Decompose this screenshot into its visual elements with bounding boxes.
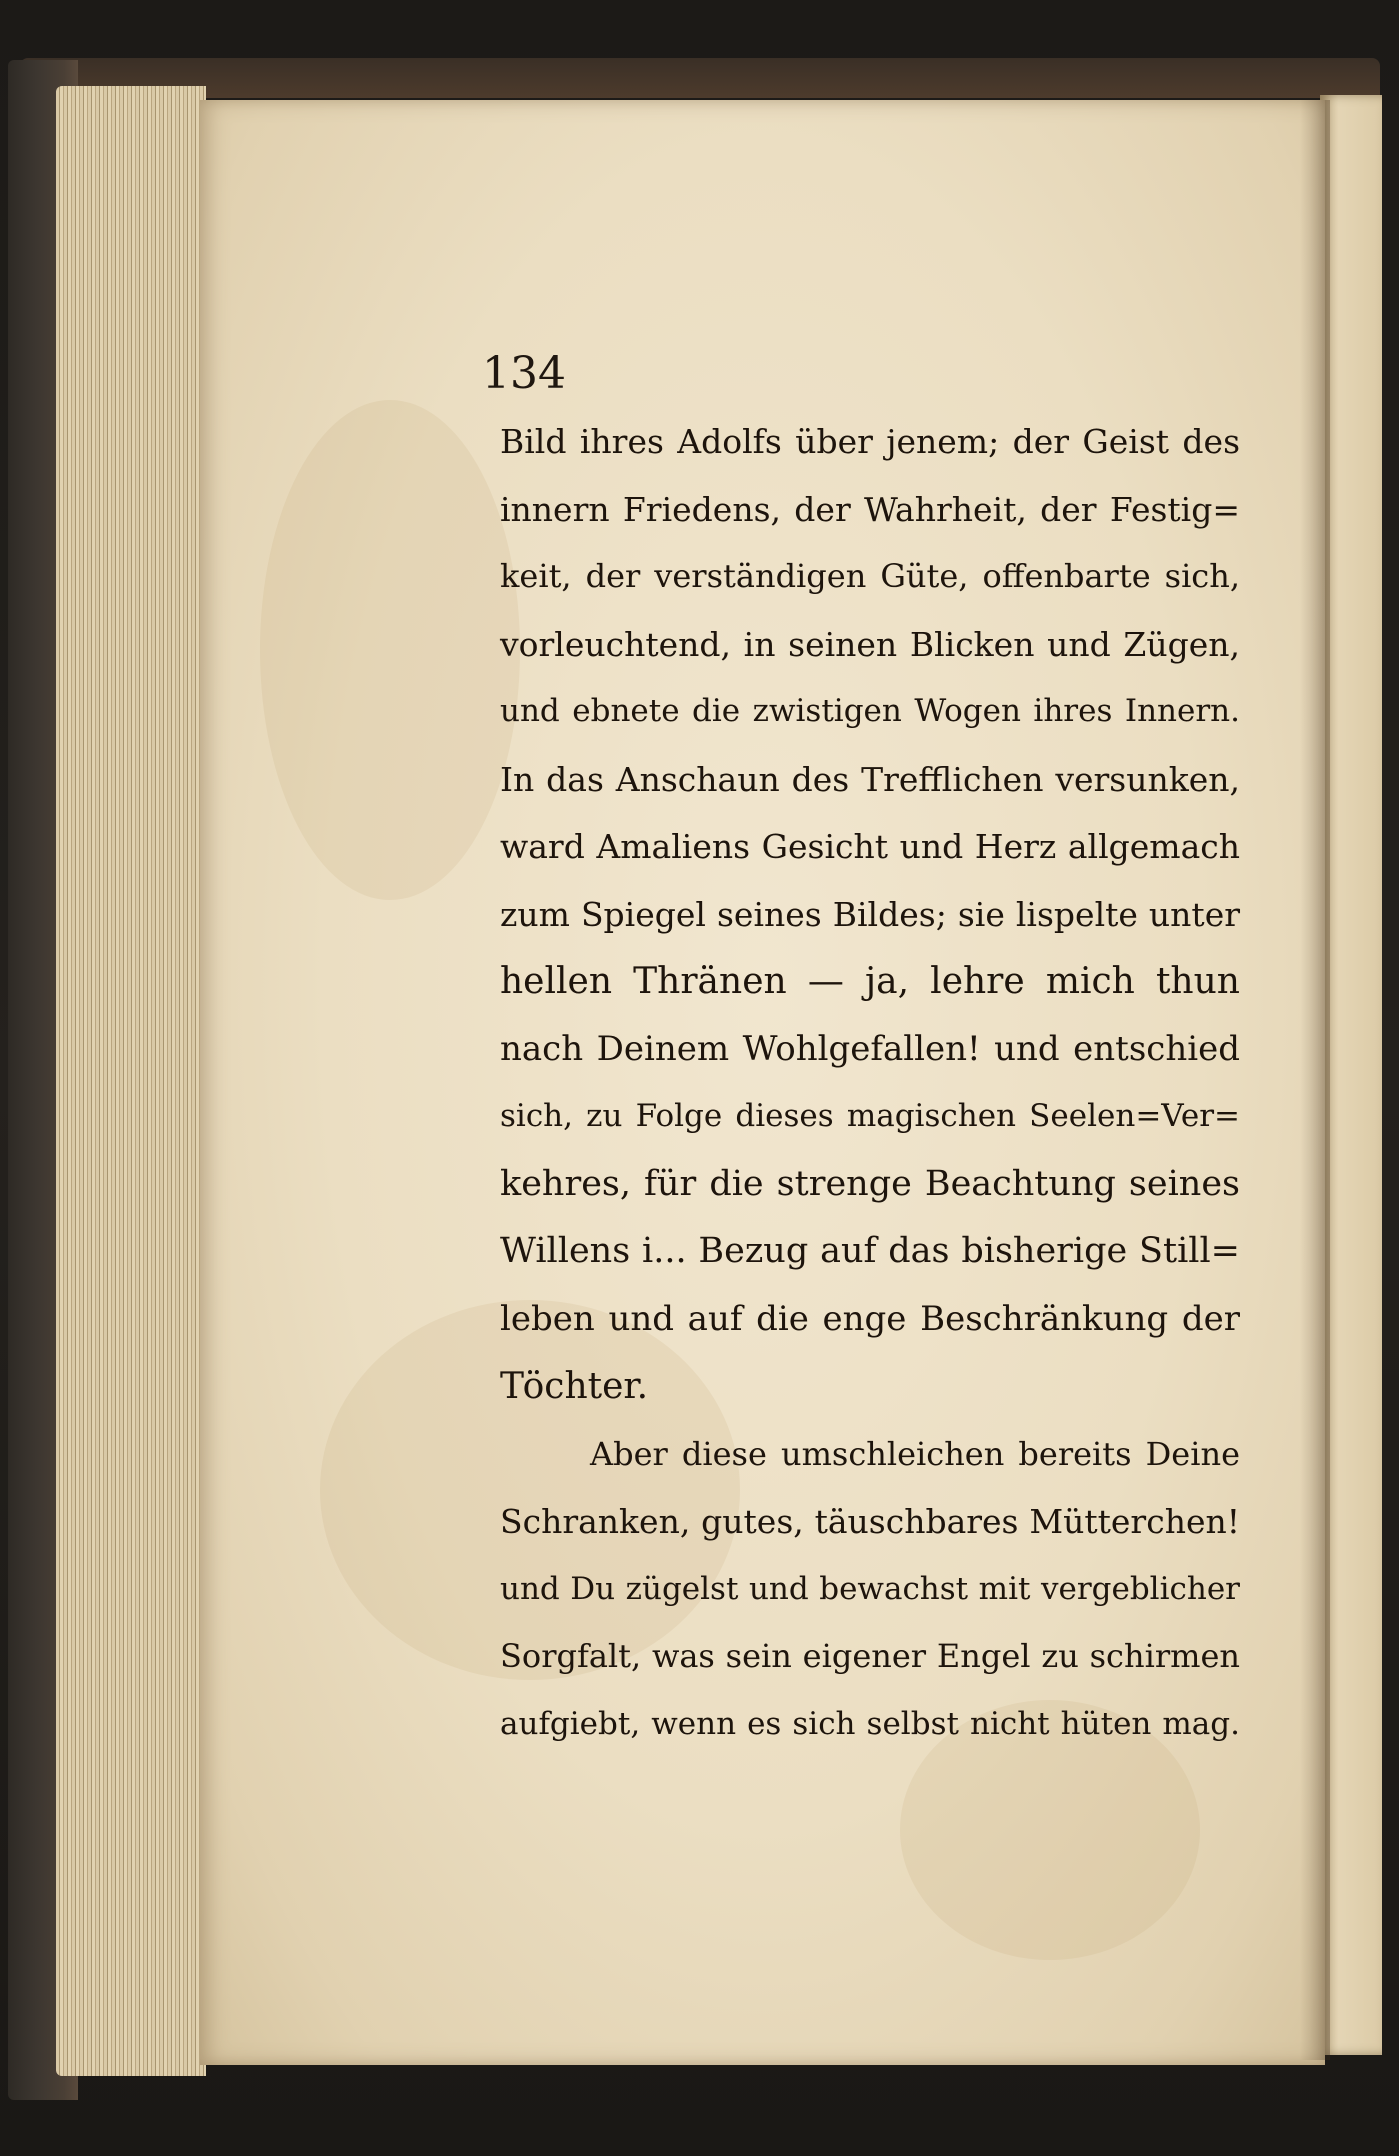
text-line: Sorgfalt, was sein eigener Engel zu schirmen bbox=[500, 1637, 1240, 1675]
text-line: innern Friedens, der Wahrheit, der Festig= bbox=[500, 489, 1240, 529]
text-line: und Du zügelst und bewachst mit vergeblicher bbox=[500, 1570, 1240, 1607]
text-line: hellen Thränen — ja, lehre mich thun bbox=[500, 961, 1240, 1002]
text-line: sich, zu Folge dieses magischen Seelen=Ver= bbox=[500, 1098, 1240, 1134]
page-number: 134 bbox=[482, 348, 566, 399]
text-line: zum Spiegel seines Bildes; sie lispelte unter bbox=[500, 894, 1240, 934]
text-line: Schranken, gutes, täuschbares Mütterchen! bbox=[500, 1502, 1240, 1541]
text-line: Bild ihres Adolfs über jenem; der Geist des bbox=[500, 422, 1240, 461]
text-line: Töchter. bbox=[500, 1366, 649, 1407]
text-line: In das Anschaun des Trefflichen versunken, bbox=[500, 759, 1240, 799]
text-line: leben und auf die enge Beschränkung der bbox=[500, 1298, 1240, 1339]
text-line: ward Amaliens Gesicht und Herz allgemach bbox=[500, 827, 1240, 866]
paper-stain bbox=[260, 400, 520, 900]
text-line: nach Deinem Wohlgefallen! und entschied bbox=[500, 1028, 1240, 1069]
text-line: kehres, für die strenge Beachtung seines bbox=[500, 1163, 1240, 1204]
text-line: Aber diese umschleichen bereits Deine bbox=[590, 1434, 1240, 1473]
text-line: aufgiebt, wenn es sich selbst nicht hüten mag. bbox=[500, 1705, 1240, 1742]
text-line: keit, der verständigen Güte, offenbarte sich, bbox=[500, 557, 1240, 595]
text-line: und ebnete die zwistigen Wogen ihres Innern. bbox=[500, 693, 1240, 729]
text-line: vorleuchtend, in seinen Blicken und Zügen, bbox=[500, 624, 1240, 664]
body-text bbox=[500, 408, 1240, 1758]
book-cover-top bbox=[20, 58, 1380, 98]
page-edges bbox=[56, 86, 206, 2076]
text-line: Willens i... Bezug auf das bisherige Still= bbox=[500, 1231, 1240, 1271]
gutter-shadow bbox=[1300, 100, 1330, 2060]
